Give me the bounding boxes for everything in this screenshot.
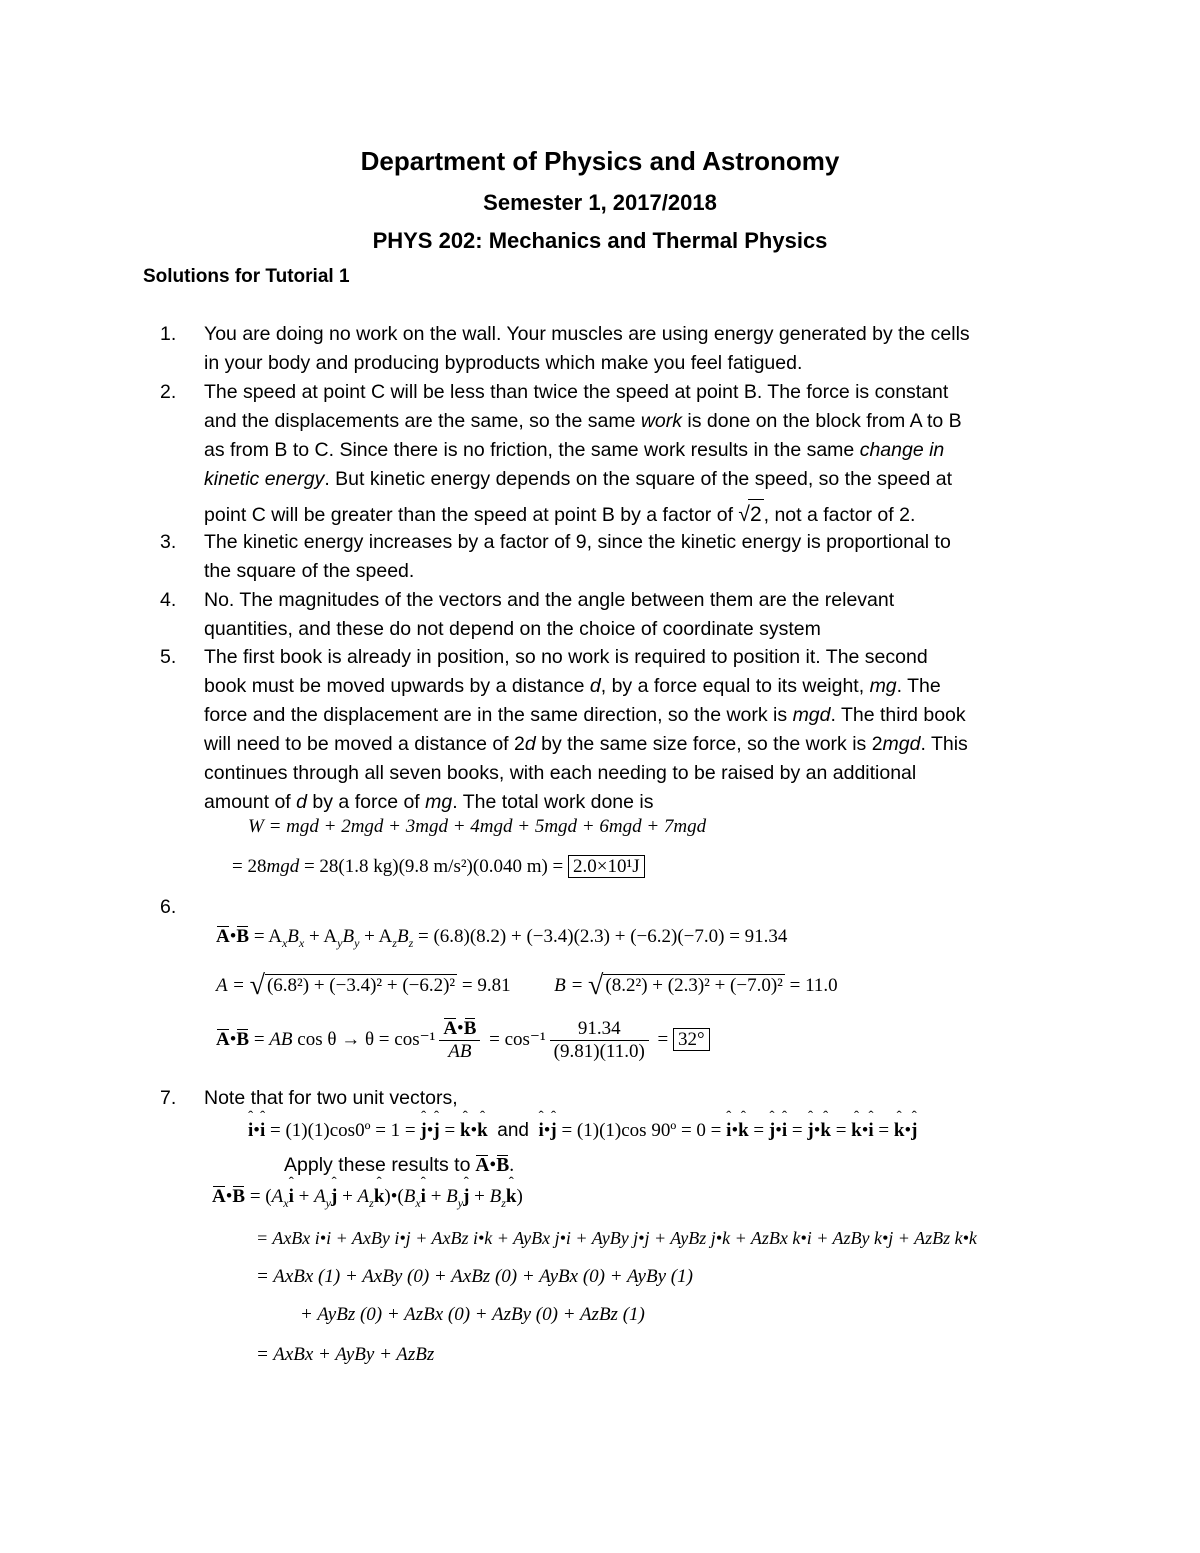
answer-number: 7. [160, 1087, 177, 1109]
answer-text: the square of the speed. [204, 560, 415, 582]
answer-text: The kinetic energy increases by a factor of 9, since the kinetic energy is proportional to [204, 531, 951, 553]
magnitude-equations: A = √ (6.8²) + (−3.4)² + (−6.2)² = 9.81 B = √ (8.2²) + (2.3)² + (−7.0)² = 11.0 [216, 970, 838, 1001]
expansion-line-5: = AxBx + AyBy + AzBz [256, 1344, 435, 1365]
answer-text: You are doing no work on the wall. Your muscles are using energy generated by the cells [204, 323, 970, 345]
answer-text: as from B to C. Since there is no friction, the same work results in the same change in [204, 439, 945, 461]
answer-number: 1. [160, 323, 177, 345]
expansion-line-2: = AxBx i•i + AxBy i•j + AxBz i•k + AyBx j•i + AyBy j•j + AyBz j•k + AzBx k•i + AzBy k•j + AzBz k•k [256, 1228, 977, 1248]
boxed-answer: 2.0×10¹J [568, 855, 645, 878]
expansion-line-4: + AyBz (0) + AzBx (0) + AzBy (0) + AzBz (1) [300, 1304, 645, 1325]
answer-text: quantities, and these do not depend on the choice of coordinate system [204, 618, 821, 640]
answer-text: continues through all seven books, with each needing to be raised by an additional [204, 762, 917, 784]
answer-3 [160, 528, 1080, 586]
fraction: $\frac{91.34}{(9.81)(11.0)}$ [550, 1018, 649, 1063]
dot-product-equation: A•B = $A_xB_x + A_yB_y + A_zB_z = (6.8)(8.2) + (-3.4)(2.3) + (-6.2)(-7.0) = 91.34$ [216, 926, 788, 950]
answer-text: in your body and producing byproducts which make you feel fatigued. [204, 352, 803, 374]
answer-number: 4. [160, 589, 177, 611]
sqrt-expression: √2 [738, 499, 763, 529]
answer-text: The first book is already in position, so no work is required to position it. The second [204, 646, 928, 668]
answer-text: The speed at point C will be less than twice the speed at point B. The force is constant [204, 381, 949, 403]
answer-text: point C will be greater than the speed at point B by a factor of √2 , not a factor of 2. [204, 499, 1080, 530]
answer-text: will need to be moved a distance of 2d by the same size force, so the work is 2mgd. This [204, 733, 968, 755]
answer-text: force and the displacement are in the same direction, so the work is mgd. The third book [204, 704, 966, 726]
work-equation: W = mgd + 2mgd + 3mgd + 4mgd + 5mgd + 6mgd + 7mgd [248, 816, 707, 837]
work-result-equation: = 28mgd = 28(1.8 kg)(9.8 m/s²)(0.040 m) = 2.0×10¹J [232, 856, 645, 878]
course-title: PHYS 202: Mechanics and Thermal Physics [372, 228, 828, 253]
angle-equation: A•B = AB cos θ → θ = cos⁻¹ $\frac{A•B}{AB}$ = cos⁻¹ $\frac{91.34}{(9.81)(11.0)}$ = 32° [216, 1018, 710, 1063]
answer-5 [160, 643, 1080, 817]
expansion-line-1: A•B = ($A_xˆ$ $i + A_yˆ$ $j + A_zˆ$ $k)•(B_xˆ$ $i + B_yˆ$ $j + B_zˆ$ k) [212, 1186, 523, 1211]
answer-7 [160, 1084, 1080, 1113]
answer-number: 2. [160, 381, 177, 403]
answer-4 [160, 586, 1080, 644]
unit-vector-identities: ˆ i•ˆ i = (1)(1)cos0º = 1 = ˆ j•ˆ j = ˆ k•ˆ k and ˆ i•ˆ j = (1)(1)cos 90º = 0 = ˆ i•ˆ k = ˆ j•ˆ i = ˆ j•ˆ k = ˆ k•ˆ i = ˆ k•ˆ j [248, 1120, 917, 1142]
answer-text: kinetic energy. But kinetic energy depends on the square of the speed, so the speed at [204, 468, 953, 490]
answer-2 [160, 378, 1080, 530]
answer-text: No. The magnitudes of the vectors and the angle between them are the relevant [204, 589, 895, 611]
fraction: $\frac{A•B}{AB}$ [439, 1018, 480, 1063]
boxed-answer: 32° [673, 1028, 710, 1051]
tutorial-subtitle: Solutions for Tutorial 1 [143, 266, 350, 287]
answer-text: amount of d by a force of mg. The total work done is [204, 791, 654, 813]
expansion-line-3: = AxBx (1) + AxBy (0) + AxBz (0) + AyBx (0) + AyBy (1) [256, 1266, 693, 1287]
answer-number: 5. [160, 646, 177, 668]
answer-text: Note that for two unit vectors, [204, 1087, 458, 1109]
answer-number: 6. [160, 896, 177, 918]
answer-number: 3. [160, 531, 177, 553]
apply-results-line: Apply these results to A•B. [284, 1154, 515, 1176]
answer-text: and the displacements are the same, so the same work is done on the block from A to B [204, 410, 962, 432]
answer-text: book must be moved upwards by a distance d, by a force equal to its weight, mg. The [204, 675, 941, 697]
department-title: Department of Physics and Astronomy [360, 146, 840, 176]
semester-line: Semester 1, 2017/2018 [483, 190, 717, 215]
answer-1 [160, 320, 1080, 378]
